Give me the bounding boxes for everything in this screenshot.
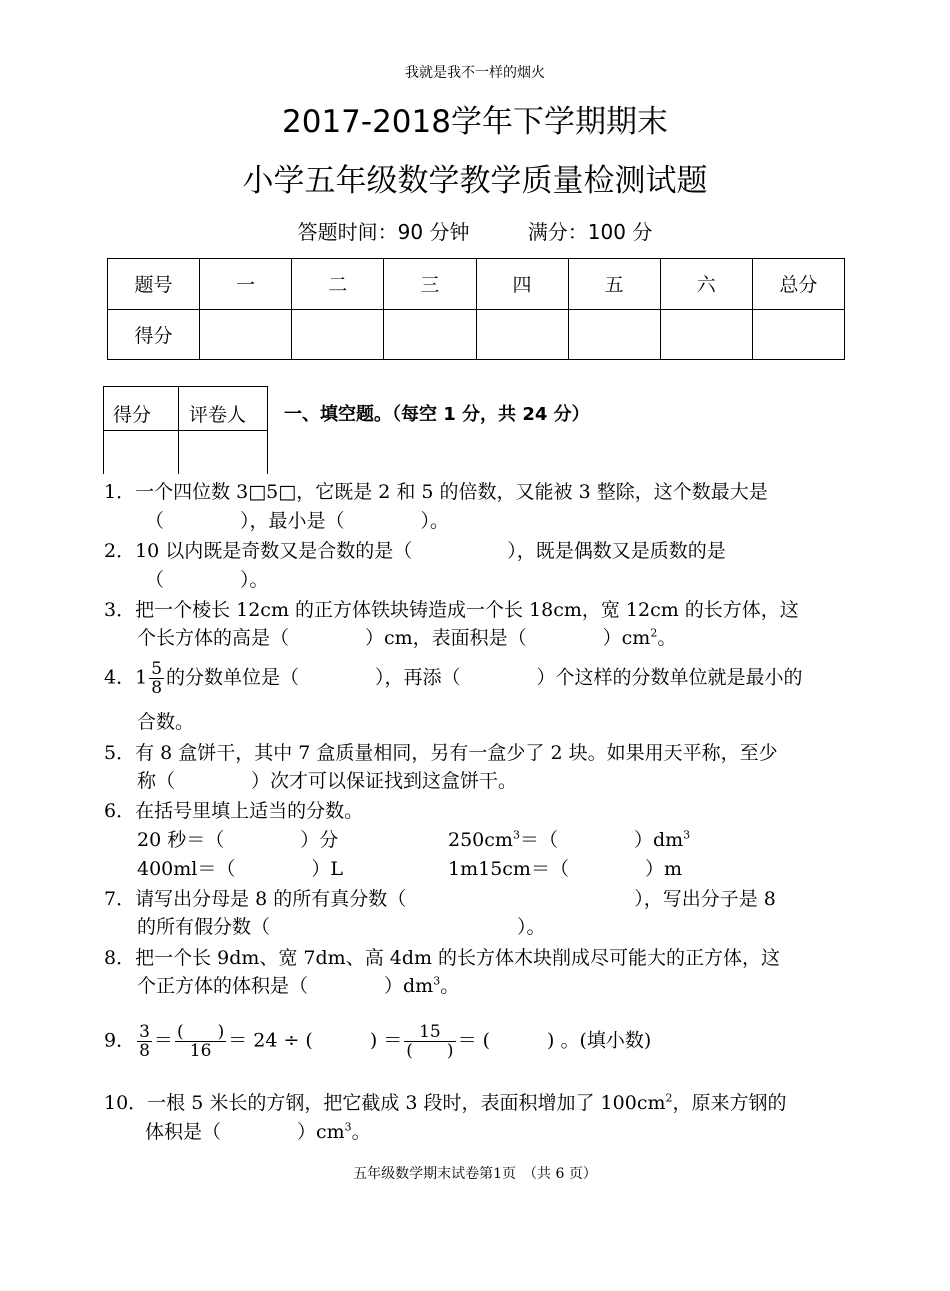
question-8-line-2 — [137, 971, 459, 1001]
q9-fraction-1 — [137, 1023, 152, 1060]
q4-fraction — [149, 660, 164, 697]
q9-f3-num: 15 — [404, 1023, 455, 1042]
q8-sup: 3 — [433, 974, 441, 988]
score-cell[interactable] — [200, 309, 292, 360]
q10-sup: 2 — [665, 1091, 673, 1105]
q9-f1-num: 3 — [139, 1022, 150, 1042]
q9-mid: ＝ 24 ÷ ( ) ＝ — [228, 1029, 403, 1052]
score-header-cell: 二 — [292, 259, 384, 310]
q9-f2-den: 16 — [189, 1041, 212, 1061]
score-table — [107, 258, 845, 360]
score-header-cell: 六 — [660, 259, 752, 310]
grader-box — [103, 386, 268, 474]
score-row-label: 得分 — [108, 309, 200, 360]
section-title: 一、填空题。（每空 1 分，共 24 分） — [284, 404, 590, 425]
score-header-cell: 一 — [200, 259, 292, 310]
exam-info — [0, 216, 950, 245]
q9-f2-num: ( ) — [176, 1022, 225, 1042]
question-5-line-2: 称（ ）次才可以保证找到这盒饼干。 — [137, 770, 518, 792]
score-header-cell: 四 — [476, 259, 568, 310]
score-table-header-row — [108, 259, 845, 310]
question-10-line-1 — [104, 1088, 787, 1118]
q9-end: ＝ ( ) 。(填小数) — [457, 1029, 652, 1052]
question-2-line-1: 2．10 以内既是奇数又是合数的是（ ），既是偶数又是质数的是 — [104, 540, 726, 562]
q3-sup: 2 — [650, 626, 658, 640]
q10-text: 10．一根 5 米长的方钢，把它截成 3 段时，表面积增加了 100cm — [104, 1092, 666, 1114]
question-10-line-2 — [145, 1117, 371, 1147]
question-5-line-1: 5．有 8 盒饼干，其中 7 盒质量相同，另有一盒少了 2 块。如果用天平称，至少 — [104, 742, 778, 764]
q9-f3-den: ( ) — [406, 1041, 454, 1061]
q8-end: 。 — [440, 975, 460, 997]
question-4-line-2: 合数。 — [137, 711, 195, 733]
time-info: 答题时间：90 分钟 — [297, 220, 470, 244]
score-table-value-row — [108, 309, 845, 360]
grader-name-label: 评卷人 — [189, 404, 247, 426]
score-header-cell: 五 — [568, 259, 660, 310]
q4-whole: 4．1 — [104, 666, 148, 689]
score-header-cell: 三 — [384, 259, 476, 310]
question-8-line-1: 8．把一个长 9dm、宽 7dm、高 4dm 的长方体木块削成尽可能大的正方体，这 — [104, 947, 781, 969]
grader-score-label: 得分 — [113, 404, 152, 426]
q10-end: ，原来方钢的 — [672, 1092, 787, 1114]
score-cell[interactable] — [752, 309, 844, 360]
question-6-line-1: 6．在括号里填上适当的分数。 — [104, 800, 364, 822]
score-cell[interactable] — [660, 309, 752, 360]
question-3-line-2 — [137, 623, 676, 653]
q9-eq: ＝ — [153, 1029, 173, 1052]
question-3-line-1: 3．把一个棱长 12cm 的正方体铁块铸造成一个长 18cm，宽 12cm 的长方体，这 — [104, 599, 799, 621]
q8-text: 个正方体的体积是（ ）dm — [137, 975, 434, 997]
header-note: 我就是我不一样的烟火 — [405, 65, 545, 81]
question-1-line-2: （ ），最小是（ ）。 — [145, 510, 450, 532]
q10b-text: 体积是（ ）cm — [145, 1121, 345, 1143]
q6-2-sup: 3 — [512, 828, 520, 842]
question-6-item-3: 400ml＝（ ）L — [137, 858, 343, 880]
q9-fraction-2 — [175, 1023, 226, 1060]
score-cell[interactable] — [292, 309, 384, 360]
q6-2-sup-b: 3 — [683, 828, 691, 842]
q9-fraction-3 — [404, 1023, 455, 1060]
score-header-cell: 题号 — [108, 259, 200, 310]
q9-f1-den: 8 — [139, 1041, 150, 1061]
q10b-end: 。 — [351, 1121, 371, 1143]
q9-label: 9． — [104, 1029, 136, 1052]
q10b-sup: 3 — [344, 1120, 352, 1134]
question-2-line-2: （ ）。 — [145, 569, 269, 591]
question-9 — [104, 1023, 651, 1060]
score-info: 满分：100 分 — [527, 220, 653, 244]
exam-title-subject: 小学五年级数学教学质量检测试题 — [242, 163, 708, 199]
question-6-item-2 — [448, 825, 690, 855]
score-header-cell: 总分 — [752, 259, 844, 310]
score-cell[interactable] — [384, 309, 476, 360]
q6-2-text: 250cm — [448, 829, 513, 851]
question-6-item-1: 20 秒＝（ ）分 — [137, 829, 339, 851]
question-7-line-2: 的所有假分数（ ）。 — [137, 916, 546, 938]
question-6-item-4: 1m15cm＝（ ）m — [448, 858, 682, 880]
question-7-line-1: 7．请写出分母是 8 的所有真分数（ ），写出分子是 8 — [104, 888, 776, 910]
q6-2-rest: ＝（ ）dm — [519, 829, 684, 851]
q3-text: 个长方体的高是（ ）cm，表面积是（ ）cm — [137, 627, 651, 649]
q3-end: 。 — [657, 627, 677, 649]
exam-title-year: 2017-2018学年下学期期末 — [282, 104, 668, 140]
q4-frac-den: 8 — [151, 678, 163, 698]
q4-frac-num: 5 — [151, 659, 163, 679]
question-4-line-1 — [104, 660, 803, 697]
score-cell[interactable] — [476, 309, 568, 360]
score-cell[interactable] — [568, 309, 660, 360]
q4-rest: 的分数单位是（ ），再添（ ）个这样的分数单位就是最小的 — [166, 666, 803, 689]
page-footer: 五年级数学期末试卷第1页 （共 6 页） — [353, 1166, 597, 1182]
question-1-line-1: 1．一个四位数 3□5□，它既是 2 和 5 的倍数，又能被 3 整除，这个数最大是 — [104, 481, 768, 503]
